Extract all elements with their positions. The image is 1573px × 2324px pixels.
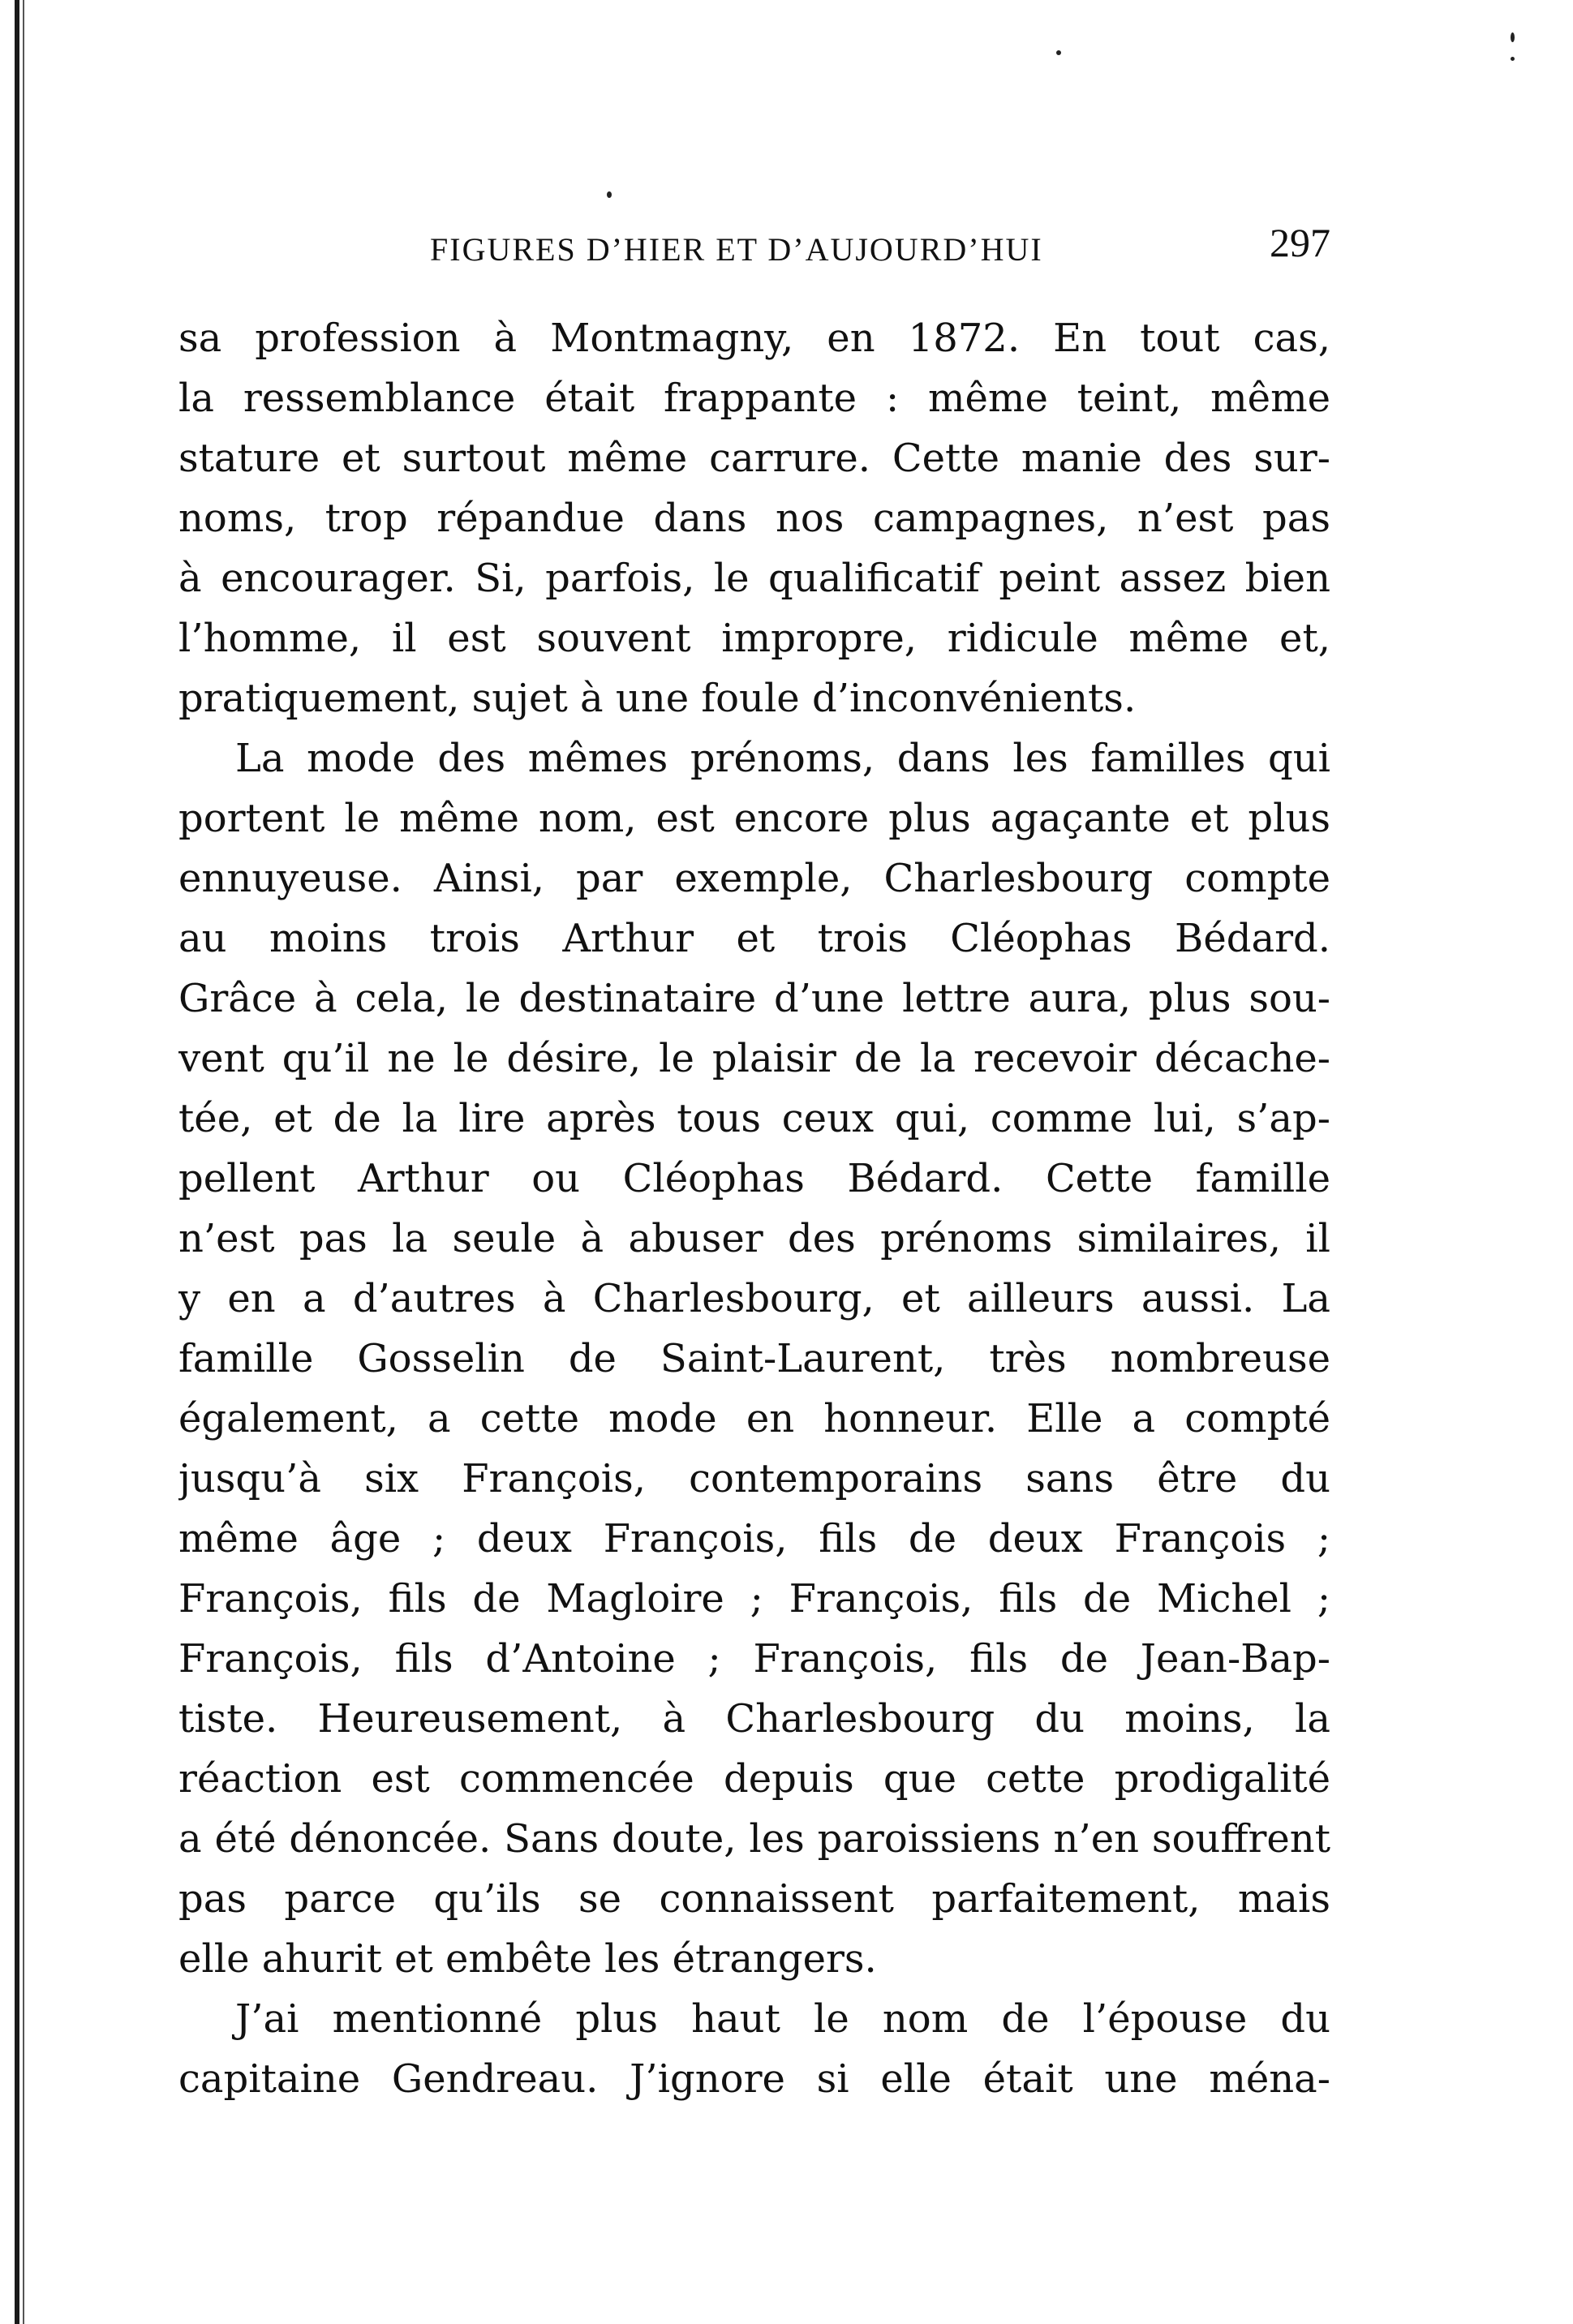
text-line: François, fils de Magloire ; François, fils de Michel ; — [178, 1576, 1330, 1622]
body-text — [178, 308, 1330, 2109]
text-line: à encourager. Si, parfois, le qualificatif peint assez bien — [178, 556, 1330, 601]
text-line: famille Gosselin de Saint-Laurent, très nombreuse — [178, 1336, 1330, 1381]
text-line: noms, trop répandue dans nos campagnes, n’est pas — [178, 496, 1330, 541]
text-line: sa profession à Montmagny, en 1872. En tout cas, — [178, 316, 1330, 361]
paragraph — [178, 728, 1330, 1989]
text-line: François, fils d’Antoine ; François, fils de Jean-Bap- — [178, 1636, 1330, 1682]
text-line: tée, et de la lire après tous ceux qui, comme lui, s’ap- — [178, 1096, 1330, 1141]
text-line: Grâce à cela, le destinataire d’une lettre aura, plus sou- — [178, 976, 1330, 1021]
ink-speck — [607, 191, 612, 198]
page-binding-edge — [15, 0, 19, 2324]
paragraph — [178, 308, 1330, 728]
text-line: stature et surtout même carrure. Cette manie des sur- — [178, 436, 1330, 481]
text-line: pratiquement, sujet à une foule d’inconvénients. — [178, 676, 1137, 721]
ink-speck — [1056, 50, 1061, 55]
ink-speck — [1511, 32, 1515, 42]
text-line: même âge ; deux François, fils de deux François ; — [178, 1516, 1330, 1562]
running-head — [178, 219, 1330, 276]
text-line: capitaine Gendreau. J’ignore si elle était une ména- — [178, 2056, 1330, 2102]
text-line: a été dénoncée. Sans doute, les paroissiens n’en souffrent — [178, 1816, 1330, 1862]
text-line: elle ahurit et embête les étrangers. — [178, 1936, 877, 1982]
text-line: y en a d’autres à Charlesbourg, et ailleurs aussi. La — [178, 1276, 1330, 1321]
text-line: pellent Arthur ou Cléophas Bédard. Cette famille — [178, 1156, 1330, 1201]
text-line: jusqu’à six François, contemporains sans être du — [178, 1456, 1330, 1501]
text-line: au moins trois Arthur et trois Cléophas Bédard. — [178, 916, 1330, 961]
page-number: 297 — [1270, 220, 1330, 265]
text-line: tiste. Heureusement, à Charlesbourg du moins, la — [178, 1696, 1330, 1742]
page-binding-edge-inner — [23, 0, 24, 2324]
text-line: pas parce qu’ils se connaissent parfaitement, mais — [178, 1876, 1330, 1922]
paragraph — [178, 1989, 1330, 2109]
text-line: ennuyeuse. Ainsi, par exemple, Charlesbourg compte — [178, 856, 1330, 901]
text-line: n’est pas la seule à abuser des prénoms similaires, il — [178, 1216, 1330, 1261]
text-line: également, a cette mode en honneur. Elle a compté — [178, 1396, 1330, 1441]
text-line: la ressemblance était frappante : même teint, même — [178, 376, 1330, 421]
text-line: vent qu’il ne le désire, le plaisir de la recevoir décache- — [178, 1036, 1330, 1081]
text-line: réaction est commencée depuis que cette prodigalité — [178, 1756, 1330, 1802]
ink-speck — [1511, 57, 1515, 61]
running-title: FIGURES D’HIER ET D’AUJOURD’HUI — [430, 231, 1043, 268]
text-line: l’homme, il est souvent impropre, ridicule même et, — [178, 616, 1330, 661]
text-line: J’ai mentionné plus haut le nom de l’épouse du — [235, 1996, 1330, 2042]
text-line: La mode des mêmes prénoms, dans les familles qui — [235, 736, 1330, 781]
text-line: portent le même nom, est encore plus agaçante et plus — [178, 796, 1330, 841]
